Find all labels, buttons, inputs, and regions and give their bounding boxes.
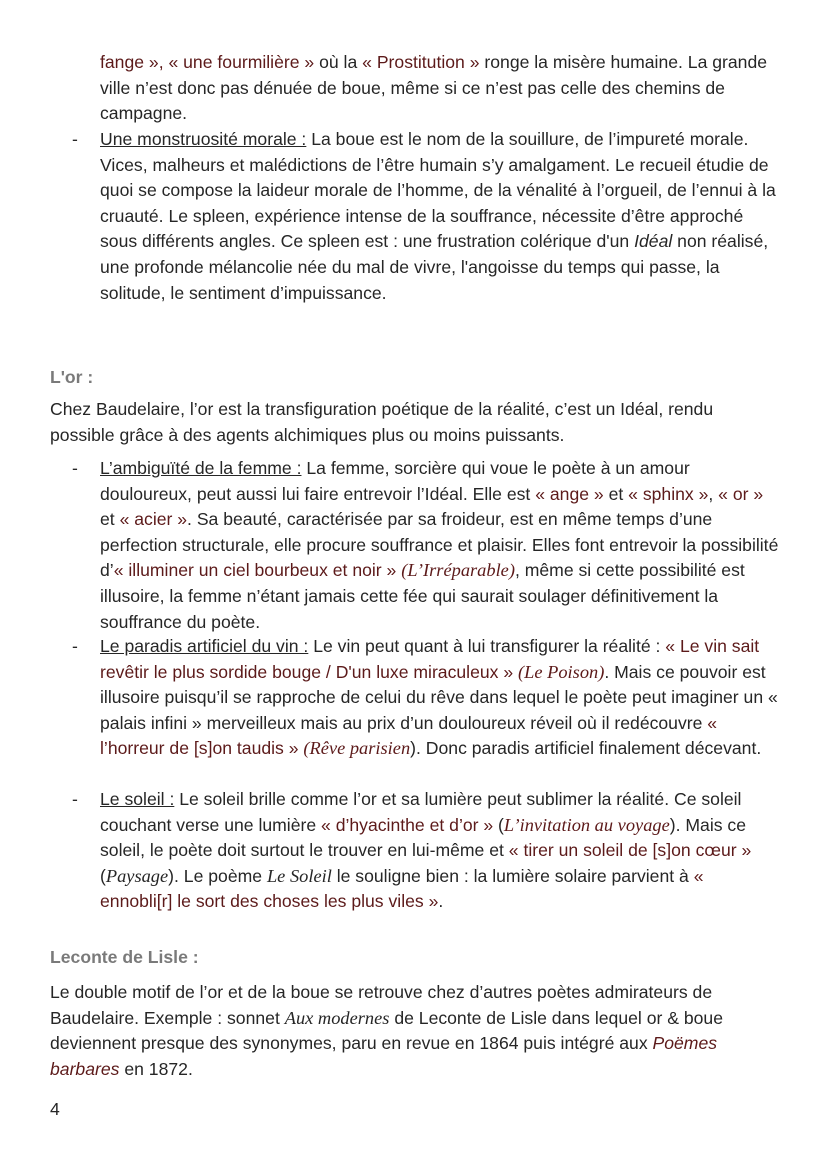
bullet-title: L’ambiguïté de la femme : <box>100 458 302 478</box>
quote: « ange » <box>535 483 604 504</box>
text: ). Mais ce soleil, le poète doit surtout le trouver en lui-même et <box>100 814 747 861</box>
bullet-title: Le paradis artificiel du vin : <box>100 636 309 656</box>
text: et <box>100 509 120 530</box>
quote: « tirer un soleil de [s]on cœur » <box>508 840 752 861</box>
text: où la <box>314 52 363 72</box>
text: et <box>603 483 629 504</box>
bullet-title: Le soleil : <box>100 789 175 809</box>
text: . Mais ce pouvoir est illusoire puisqu’il se rapproche de celui du rêve dans lequel le poète peut imaginer un « palais infini » merveilleux mais au prix d’un douloureux réveil où il redécouvre <box>100 661 778 733</box>
text: Le vin peut quant à lui transfigurer la réalité : <box>308 636 666 656</box>
bullet-dash: - <box>72 458 78 478</box>
continuation-paragraph <box>50 50 780 127</box>
work-reference: (Rêve parisien <box>303 738 411 759</box>
text: ronge la misère humaine. La grande ville n’est donc pas dénuée de boue, même si ce n’est pas celle des chemins de campagne. <box>100 52 768 124</box>
work-reference: (L’Irréparable) <box>401 560 515 581</box>
quote: « sphinx » <box>628 483 709 504</box>
bullet-dash: - <box>72 129 78 149</box>
text: Le soleil brille comme l’or et sa lumière peut sublimer la réalité. Ce soleil couchant verse une lumière <box>100 789 742 835</box>
bullet-paradis-vin <box>50 634 780 762</box>
work-reference: Paysage <box>105 865 169 886</box>
bullet-soleil <box>50 787 780 915</box>
bullet-ambiguite-femme <box>50 456 780 635</box>
page-number: 4 <box>50 1099 60 1119</box>
bullet-dash: - <box>72 789 78 809</box>
quote: « l’horreur de [s]on taudis » <box>100 712 718 759</box>
text: , <box>708 483 719 504</box>
quote: « Prostitution » <box>362 52 480 72</box>
text: le souligne bien : la lumière solaire parvient à <box>331 865 694 886</box>
text: . Sa beauté, caractérisée par sa froideur, est en même temps d’une perfection structurale, elle procure souffrance et plaisir. Elles font entrevoir la possibilité d’ <box>100 509 779 581</box>
text: La femme, sorcière qui voue le poète à un amour douloureux, peut aussi lui faire entrevoir l’Idéal. Elle est <box>100 458 690 504</box>
bullet-monstruosite-morale <box>50 127 780 306</box>
work-reference: L’invitation au voyage <box>503 814 670 835</box>
quote: « or » <box>718 483 764 504</box>
quote: « Le vin sait revêtir le plus sordide bouge / D'un luxe miraculeux » <box>100 636 760 682</box>
text: ). Donc paradis artificiel finalement décevant. <box>410 738 762 759</box>
text: ( <box>100 865 106 886</box>
text: de Leconte de Lisle dans lequel or & boue deviennent presque des synonymes, paru en revue en 1864 puis intégré aux <box>50 1007 723 1054</box>
text: . <box>438 891 444 912</box>
text: , même si cette possibilité est illusoire, la femme n’étant jamais cette fée qui saurait soulager définitivement la souffrance du poète. <box>100 560 745 632</box>
text: ( <box>493 814 504 835</box>
text: en 1872. <box>119 1058 193 1079</box>
quote: fange », « une fourmilière » <box>100 52 315 72</box>
quote: « ennobli[r] le sort des choses les plus viles » <box>100 865 704 912</box>
text: ). Le poème <box>168 865 267 886</box>
bullet-dash: - <box>72 636 78 656</box>
work-reference: Le Soleil <box>266 865 332 886</box>
work-reference: Aux modernes <box>284 1007 390 1028</box>
work-reference: (Le Poison) <box>518 661 605 682</box>
quote: « acier » <box>119 509 188 530</box>
bullet-title: Une monstruosité morale : <box>100 129 307 149</box>
emphasis: Idéal <box>634 231 673 252</box>
quote: « d’hyacinthe et d’or » <box>321 814 494 835</box>
text: non réalisé, une profonde mélancolie née du mal de vivre, l'angoisse du temps qui passe, la solitude, le sentiment d’impuissance. <box>100 231 769 303</box>
work-reference: Poëmes barbares <box>50 1033 718 1079</box>
intro-paragraph-or: Chez Baudelaire, l’or est la transfiguration poétique de la réalité, c’est un Idéal, rendu possible grâce à des agents alchimiques plus ou moins puissants. <box>50 399 714 445</box>
section-heading-or: L'or : <box>50 367 94 387</box>
quote: « illuminer un ciel bourbeux et noir » <box>113 560 397 581</box>
section-heading-leconte: Leconte de Lisle : <box>50 947 199 967</box>
text: La boue est le nom de la souillure, de l’impureté morale. Vices, malheurs et malédictions de l’être humain s’y amalgament. Le recueil étudie de quoi se compose la laideur morale de l’homme, de la vénalité à l’orgueil, de l’ennui à la cruauté. Le spleen, expérience intense de la souffrance, nécessite d’être approché sous différents angles. Ce spleen est : une frustration colérique d'un <box>100 129 776 252</box>
text: Le double motif de l’or et de la boue se retrouve chez d’autres poètes admirateurs de Baudelaire. Exemple : sonnet <box>50 982 713 1028</box>
paragraph-leconte <box>50 980 780 1082</box>
